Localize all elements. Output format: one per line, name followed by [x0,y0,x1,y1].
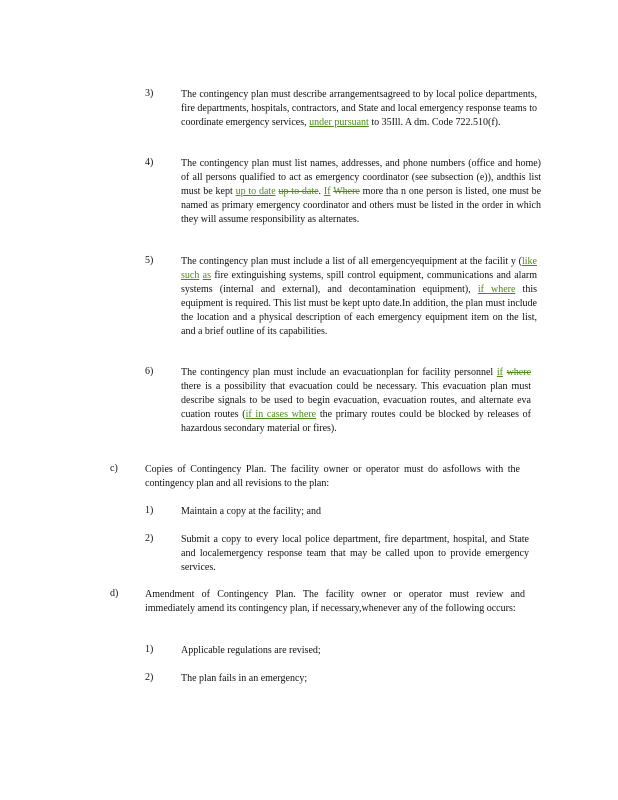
text-run: The plan fails in an emergency; [181,673,308,684]
item-text [181,644,537,658]
item-text [181,157,541,227]
item-number: 6) [145,366,154,377]
text-run: Copies of Contingency Plan. The facility owner or operator must do asfollows with the contingency plan and all revisions to the plan: [145,464,520,489]
item-text [181,366,531,436]
inserted-text: If [323,186,331,197]
section-heading-text [145,588,525,616]
item-number: 3) [145,88,154,99]
text-run: Submit a copy to every local police department, fire department, hospital, and State and localemergency response team that may be called upon to provide emergency services. [181,534,529,573]
deleted-text: where [506,367,532,378]
text-run: The contingency plan must include an evacuationplan for facility personnel [181,367,497,378]
text-run: there is a possibility that evacuation could be necessary. This evacuation plan must describe signals to be used to begin evacuation, evacuation routes, and alternate eva cuation routes ( [181,381,531,420]
item-number: 1) [145,505,154,516]
section-heading-text [145,463,520,491]
deleted-text: up to date [278,186,319,197]
text-run: The contingency plan must describe arrangementsagreed to by local police departments, fire departments, hospitals, contractors, and State and local emergency response teams to coordinate emergency services, [181,89,537,128]
inserted-text: like such [181,256,537,281]
inserted-text: up to date [235,186,276,197]
text-run: Maintain a copy at the facility; and [181,506,321,517]
section-letter: c) [110,463,118,474]
text-run: the primary routes could be blocked by releases of hazardous secondary material or fires). [181,409,531,434]
item-number: 1) [145,644,154,655]
inserted-text: if in cases where [245,409,317,420]
text-run: The contingency plan must include a list of all emergencyequipment at the facilit y ( [181,256,522,267]
inserted-text: as [202,270,212,281]
inserted-text: if where [477,284,516,295]
text-run: more tha n one person is listed, one must be named as primary emergency coordinator and others must be listed in the order in which they will assume responsibility as alternates. [181,186,542,225]
item-text [181,672,537,686]
text-run: Applicable regulations are revised; [181,645,321,656]
inserted-text: if [496,367,503,378]
section-letter: d) [110,588,119,599]
item-number: 2) [145,533,154,544]
text-run: Amendment of Contingency Plan. The facility owner or operator must review and immediately amend its contingency plan, if necessary,whenever any of the following occurs: [145,589,525,614]
item-text [181,255,537,339]
text-run: to 35Ill. A dm. Code 722.510(f). [368,117,501,128]
item-text [181,533,529,575]
text-run: The contingency plan must list names, addresses, and phone numbers (office and home) of all persons qualified to act as emergency coordinator (see subsection (e)), andthis list must be kept [181,158,541,197]
item-text [181,88,537,130]
item-text [181,505,537,519]
text-run: this equipment is required. This list must be kept upto date.In addition, the plan must include the location and a physical description of each emergency equipment item on the list, and a brief outline of its capabilities. [181,284,537,337]
text-run: fire extinguishing systems, spill control equipment, communications and alarm systems (internal and external), and decontamination equipment), [181,270,537,295]
deleted-text: Where [333,186,360,197]
item-number: 5) [145,255,154,266]
item-number: 2) [145,672,154,683]
text-run: . [318,186,324,197]
item-number: 4) [145,157,154,168]
inserted-text: under pursuant [309,117,369,128]
